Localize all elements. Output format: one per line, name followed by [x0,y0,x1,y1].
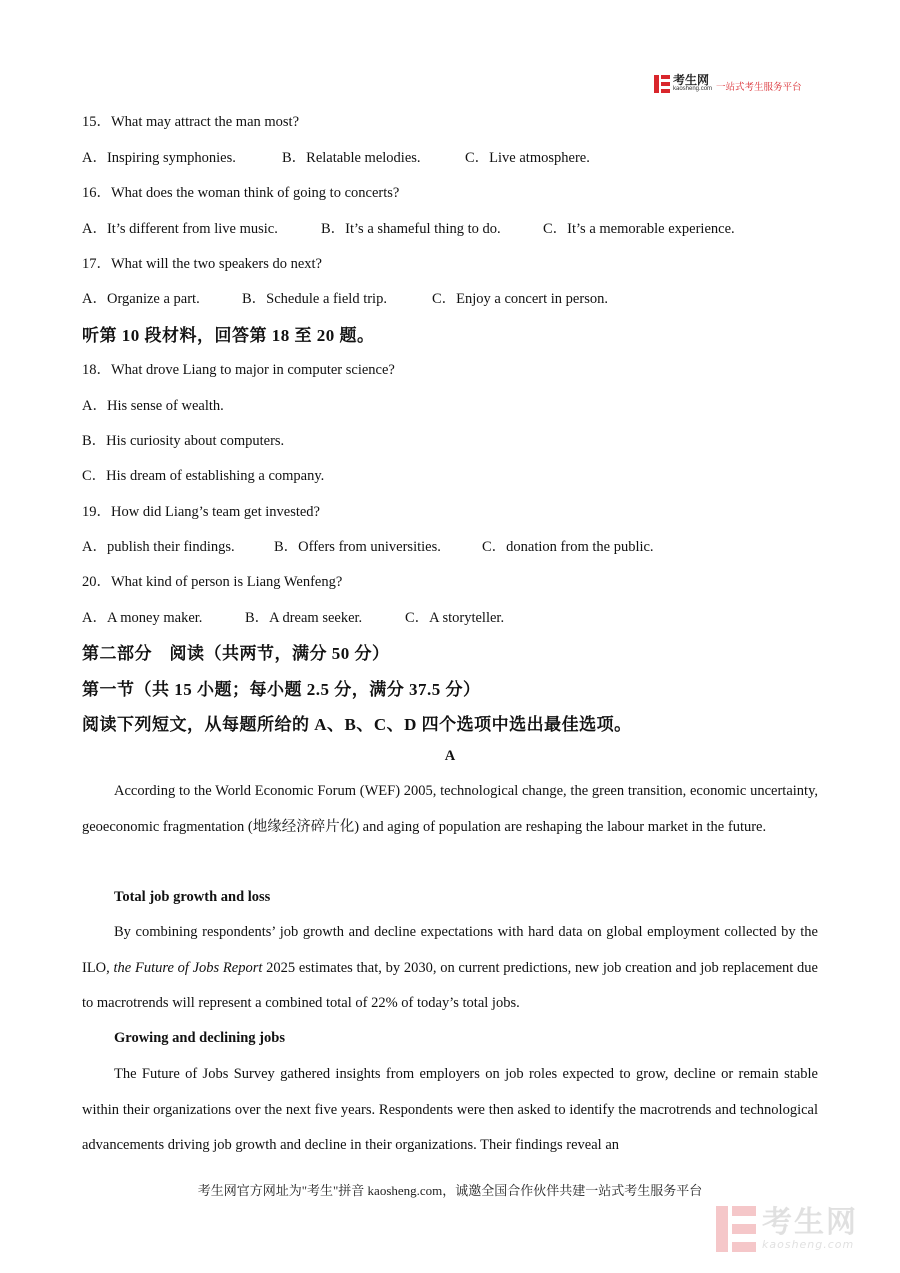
kaosheng-logo-icon [654,75,670,93]
question-18: 18．What drove Liang to major in computer science? [82,362,395,378]
passage-paragraph-1: According to the World Economic Forum (WEF) 2005, technological change, the green transition, economic uncertainty, geoeconomic fragmentation (地缘经济碎片化) and aging of population are reshaping the labour market in the future. [82,783,818,835]
subheading-job-growth: Total job growth and loss [114,889,271,905]
q16-option-c: C．It’s a memorable experience. [543,221,735,237]
q19-option-a: A．publish their findings. [82,539,235,555]
q18-option-a: A．His sense of wealth. [82,398,224,414]
q18-option-c: C．His dream of establishing a company. [82,468,325,484]
q17-option-b: B．Schedule a field trip. [242,291,387,307]
header-logo [654,74,802,94]
q16-option-b: B．It’s a shameful thing to do. [321,221,501,237]
q20-option-a: A．A money maker. [82,610,203,626]
question-20: 20．What kind of person is Liang Wenfeng? [82,574,343,590]
q19-option-c: C．donation from the public. [482,539,654,555]
watermark-logo [716,1206,858,1252]
q19-option-b: B．Offers from universities. [274,539,441,555]
logo-url: kaosheng.com [673,86,713,92]
section-one-heading: 第一节（共 15 小题；每小题 2.5 分，满分 37.5 分） [82,680,481,699]
watermark-name: 考生网 [762,1205,858,1240]
q20-option-c: C．A storyteller. [405,610,505,626]
reading-instruction: 阅读下列短文，从每题所给的 A、B、C、D 四个选项中选出最佳选项。 [82,715,632,734]
watermark-url: kaosheng.com [762,1238,855,1251]
logo-slogan: 一站式考生服务平台 [716,82,802,93]
passage-paragraph-2 [82,915,818,1022]
q15-option-c: C．Live atmosphere. [465,150,590,166]
question-17: 17．What will the two speakers do next? [82,256,322,272]
part-two-heading: 第二部分 阅读（共两节，满分 50 分） [82,644,390,663]
q15-option-a: A．Inspiring symphonies. [82,150,236,166]
section-10-heading: 听第 10 段材料，回答第 18 至 20 题。 [82,326,375,345]
report-title: the Future of Jobs Report [113,959,263,976]
q17-option-a: A．Organize a part. [82,291,200,307]
para2-text-b: 2025 estimates that, by 2030, on current predictions, new job creation and job replacement due to macrotrends will represent a combined total of 22% of today’s total jobs. [82,959,818,1011]
para2-text-a: By combining respondents’ job growth and decline expectations with hard data on global employment collected by the ILO, [82,924,818,976]
footer-text: 考生网官方网址为"考生"拼音 kaosheng.com，诚邀全国合作伙伴共建一站式考生服务平台 [197,1183,703,1198]
q17-option-c: C．Enjoy a concert in person. [432,291,608,307]
passage-label: A [444,748,456,764]
q15-option-b: B．Relatable melodies. [282,150,421,166]
q16-option-a: A．It’s different from live music. [82,221,278,237]
question-15: 15．What may attract the man most? [82,114,300,130]
question-19: 19．How did Liang’s team get invested? [82,504,320,520]
q20-option-b: B．A dream seeker. [245,610,363,626]
q18-option-b: B．His curiosity about computers. [82,433,285,449]
passage-paragraph-3: The Future of Jobs Survey gathered insights from employers on job roles expected to grow, decline or remain stable within their organizations over the next five years. Respondents were then asked to identify the macrotrends and technological advancements driving job growth and decline in their organizations. Their findings reveal an [82,1066,818,1153]
logo-name: 考生网 [673,73,710,87]
subheading-growing-declining: Growing and declining jobs [114,1030,285,1046]
kaosheng-watermark-icon [716,1206,756,1252]
question-16: 16．What does the woman think of going to concerts? [82,185,400,201]
